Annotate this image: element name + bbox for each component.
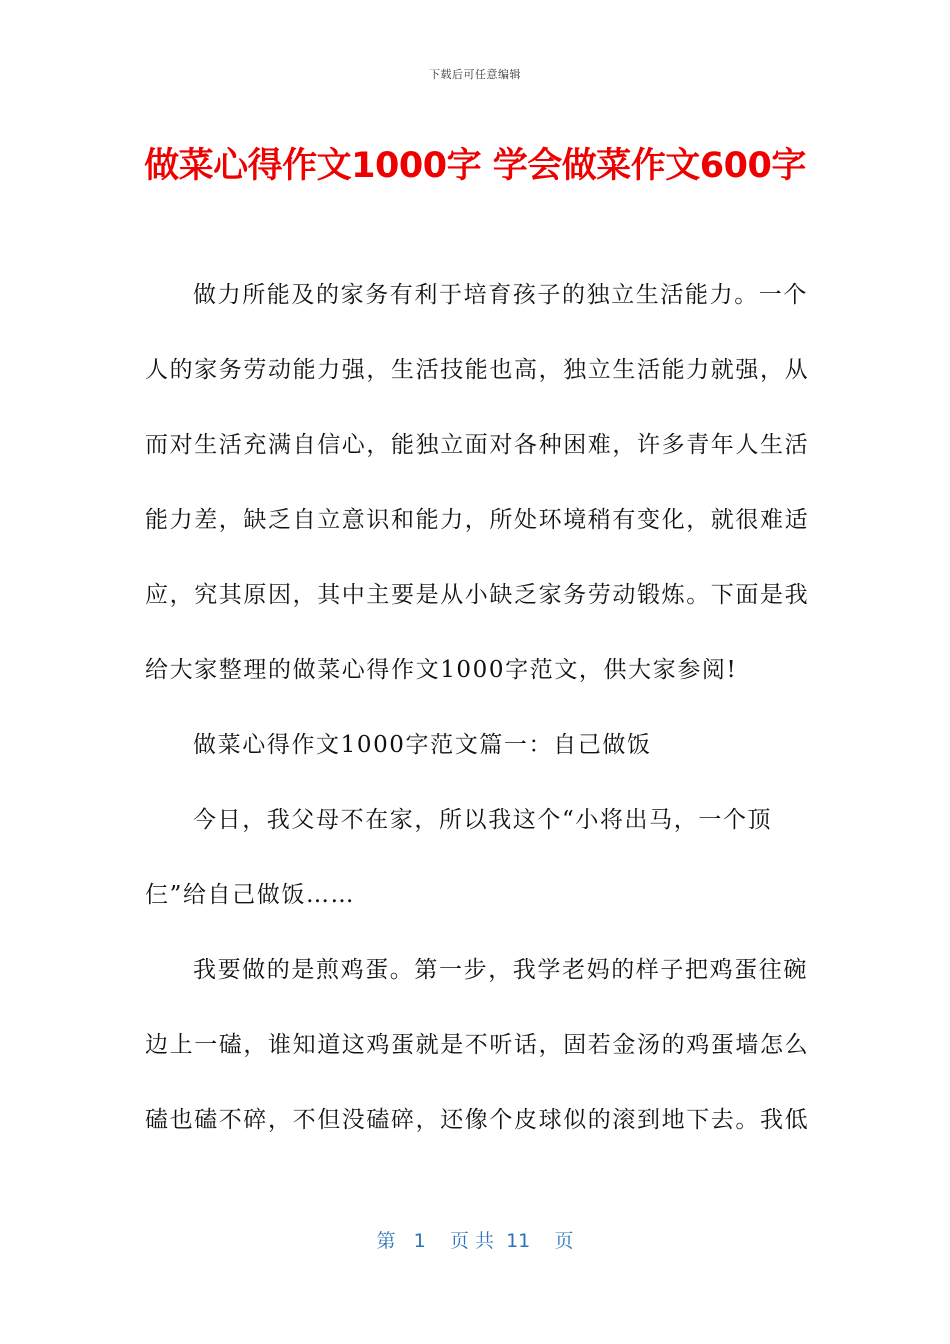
text-line: 边上一磕，谁知道这鸡蛋就是不听话，固若金汤的鸡蛋墙怎么 <box>145 1032 810 1058</box>
text-line: 而对生活充满自信心，能独立面对各种困难，许多青年人生活 <box>145 432 810 458</box>
footer-middle-label: 页 共 <box>449 1230 494 1252</box>
page-footer <box>0 1226 950 1253</box>
footer-page-number: 1 <box>413 1230 426 1252</box>
text-line: 能力差，缺乏自立意识和能力，所处环境稍有变化，就很难适 <box>145 507 810 533</box>
text-line: 给大家整理的做菜心得作文1000字范文，供大家参阅! <box>145 657 738 683</box>
footer-total-pages: 11 <box>506 1230 531 1252</box>
text-line: 今日，我父母不在家，所以我这个“小将出马，一个顶 <box>193 807 773 833</box>
footer-page-label: 第 <box>376 1230 396 1252</box>
document-title: 做菜心得作文1000字 学会做菜作文600字 <box>144 146 806 186</box>
text-line: 磕也磕不碎，不但没磕碎，还像个皮球似的滚到地下去。我低 <box>145 1107 810 1133</box>
text-line: 人的家务劳动能力强，生活技能也高，独立生活能力就强，从 <box>145 357 810 383</box>
text-line: 做菜心得作文1000字范文篇一：自己做饭 <box>193 732 652 758</box>
text-line: 应，究其原因，其中主要是从小缺乏家务劳动锻炼。下面是我 <box>145 582 810 608</box>
text-line: 仨”给自己做饭…… <box>145 882 356 908</box>
header-note: 下载后可任意编辑 <box>429 68 521 81</box>
text-line: 我要做的是煎鸡蛋。第一步，我学老妈的样子把鸡蛋往碗 <box>193 957 808 983</box>
body-text <box>145 272 810 1172</box>
text-line: 做力所能及的家务有利于培育孩子的独立生活能力。一个 <box>193 282 808 308</box>
footer-end-label: 页 <box>554 1230 574 1252</box>
